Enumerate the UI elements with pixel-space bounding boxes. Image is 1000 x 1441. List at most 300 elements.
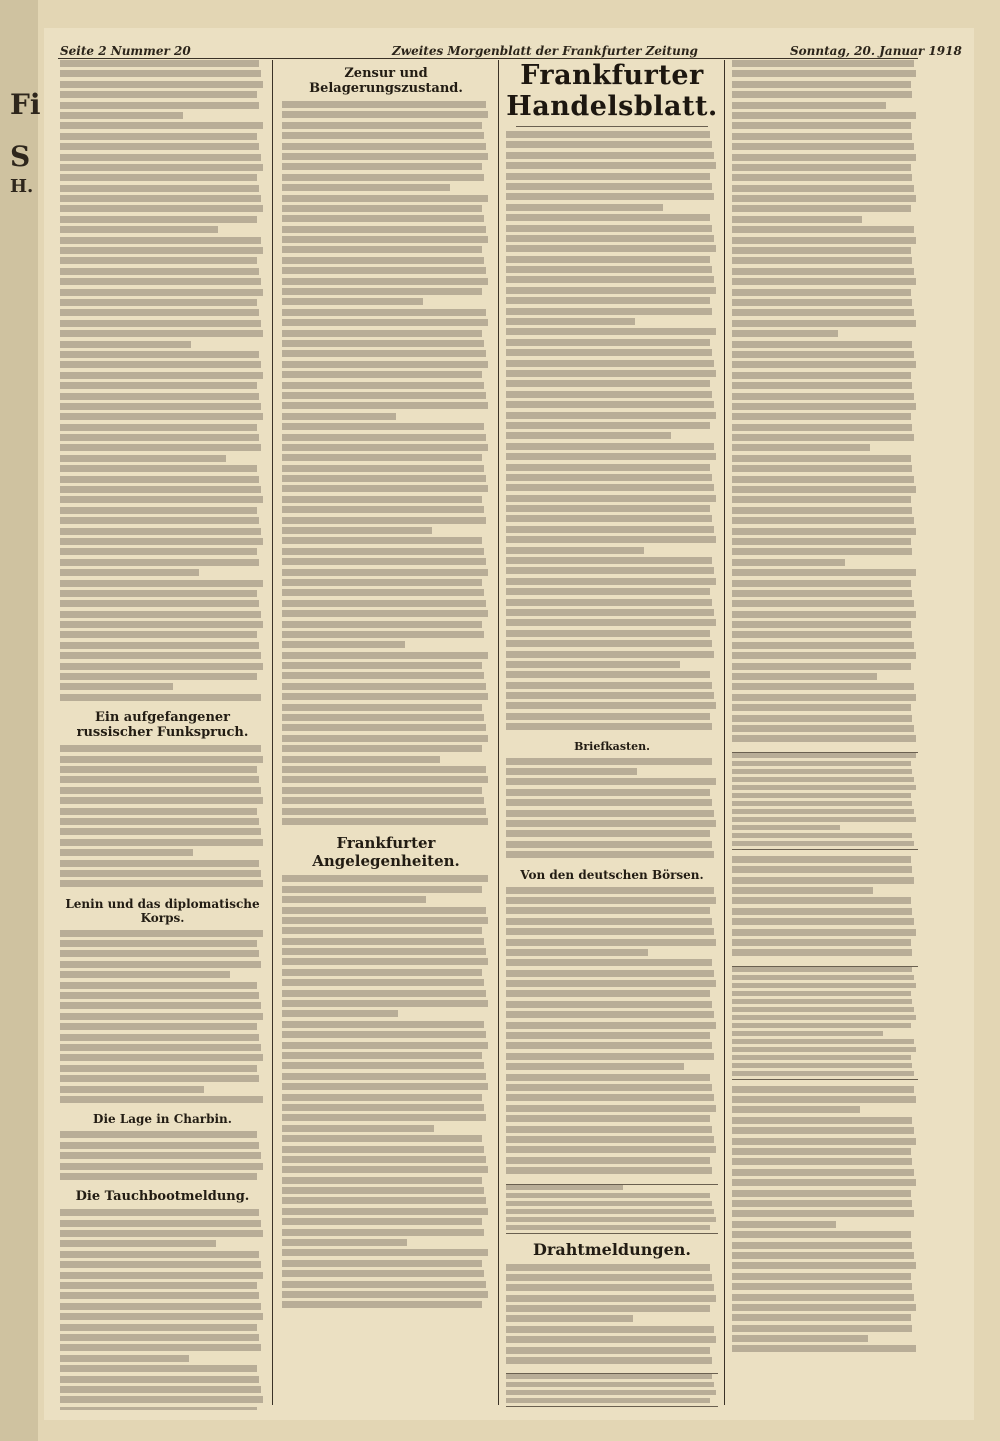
text-line bbox=[282, 766, 486, 773]
edge-fragment: Fi bbox=[10, 88, 41, 121]
text-line bbox=[506, 141, 712, 148]
text-line bbox=[732, 299, 912, 306]
text-line bbox=[732, 1283, 912, 1290]
text-line bbox=[506, 432, 671, 439]
text-line bbox=[60, 1396, 263, 1403]
text-line bbox=[732, 476, 914, 483]
text-line bbox=[282, 340, 484, 347]
text-line bbox=[732, 133, 912, 140]
text-line bbox=[282, 537, 482, 544]
text-line bbox=[506, 758, 712, 765]
text-line bbox=[732, 1127, 914, 1134]
text-line bbox=[732, 60, 914, 67]
text-line bbox=[732, 1221, 836, 1228]
text-line bbox=[732, 809, 914, 814]
text-line bbox=[282, 672, 484, 679]
text-line bbox=[60, 1386, 261, 1393]
text-line bbox=[506, 702, 716, 709]
text-line bbox=[732, 825, 840, 830]
text-line bbox=[282, 1229, 484, 1236]
text-line bbox=[60, 1272, 263, 1279]
text-line bbox=[60, 268, 259, 275]
text-line bbox=[60, 756, 263, 763]
text-line bbox=[282, 1104, 484, 1111]
text-line bbox=[732, 309, 914, 316]
text-line bbox=[732, 793, 911, 798]
text-line bbox=[732, 1190, 911, 1197]
text-line bbox=[60, 122, 263, 129]
text-line bbox=[282, 184, 450, 191]
edge-fragment: S bbox=[10, 140, 31, 173]
text-line bbox=[506, 1398, 710, 1403]
text-line bbox=[732, 81, 911, 88]
text-line bbox=[732, 841, 914, 846]
text-line bbox=[282, 969, 482, 976]
text-line bbox=[506, 1084, 712, 1091]
text-line bbox=[282, 215, 484, 222]
text-line bbox=[60, 766, 257, 773]
text-line bbox=[60, 992, 259, 999]
text-line bbox=[60, 569, 199, 576]
text-line bbox=[282, 361, 488, 368]
text-line bbox=[506, 1126, 712, 1133]
text-line bbox=[732, 91, 912, 98]
text-line bbox=[282, 1177, 482, 1184]
text-line bbox=[506, 1105, 716, 1112]
text-line bbox=[60, 787, 261, 794]
text-line bbox=[732, 195, 916, 202]
text-line bbox=[282, 1239, 407, 1246]
header-date: Sonntag, 20. Januar 1918 bbox=[790, 44, 962, 58]
text-line bbox=[506, 1209, 714, 1214]
text-line bbox=[282, 1000, 488, 1007]
text-line bbox=[282, 506, 484, 513]
text-line bbox=[506, 526, 714, 533]
text-line bbox=[282, 1249, 488, 1256]
text-line bbox=[506, 820, 716, 827]
text-line bbox=[732, 777, 914, 782]
text-line bbox=[60, 611, 261, 618]
text-line bbox=[506, 297, 710, 304]
text-line bbox=[732, 663, 911, 670]
text-line bbox=[282, 808, 486, 815]
text-line bbox=[732, 939, 911, 946]
text-line bbox=[60, 81, 263, 88]
text-line bbox=[732, 1231, 911, 1238]
text-line bbox=[60, 940, 257, 947]
text-line bbox=[506, 422, 710, 429]
text-line bbox=[732, 1055, 911, 1060]
text-line bbox=[732, 1007, 914, 1012]
text-line bbox=[506, 225, 712, 232]
text-line bbox=[732, 528, 916, 535]
article-heading: Drahtmeldungen. bbox=[533, 1239, 691, 1259]
text-line bbox=[282, 1270, 484, 1277]
text-line bbox=[506, 1074, 710, 1081]
text-line bbox=[60, 1173, 257, 1180]
text-line bbox=[60, 971, 230, 978]
text-line bbox=[732, 289, 911, 296]
text-line bbox=[506, 266, 712, 273]
text-line bbox=[60, 1096, 263, 1103]
text-line bbox=[506, 918, 712, 925]
text-line bbox=[732, 496, 911, 503]
text-line bbox=[60, 683, 173, 690]
text-line bbox=[506, 768, 637, 775]
text-line bbox=[506, 609, 714, 616]
text-line bbox=[282, 454, 482, 461]
text-line bbox=[282, 1187, 484, 1194]
text-line bbox=[60, 839, 263, 846]
text-line bbox=[60, 880, 263, 887]
text-line bbox=[60, 663, 263, 670]
text-line bbox=[60, 828, 261, 835]
text-line bbox=[506, 949, 648, 956]
text-line bbox=[282, 226, 486, 233]
text-line bbox=[732, 715, 912, 722]
article-heading: Briefkasten. bbox=[574, 739, 650, 753]
text-line bbox=[506, 1146, 716, 1153]
text-line bbox=[506, 443, 714, 450]
column-3 bbox=[506, 60, 718, 1410]
text-line bbox=[506, 1136, 714, 1143]
text-line bbox=[732, 226, 914, 233]
text-line bbox=[60, 982, 257, 989]
text-line bbox=[506, 1336, 716, 1343]
text-line bbox=[506, 276, 714, 283]
text-line bbox=[732, 1148, 911, 1155]
text-line bbox=[60, 330, 263, 337]
text-line bbox=[506, 692, 714, 699]
text-line bbox=[60, 1407, 257, 1410]
text-line bbox=[60, 1261, 261, 1268]
text-line bbox=[60, 174, 257, 181]
text-line bbox=[60, 154, 261, 161]
text-line bbox=[60, 1292, 259, 1299]
text-line bbox=[282, 1031, 486, 1038]
column-1 bbox=[60, 60, 265, 1410]
text-line bbox=[282, 392, 486, 399]
text-line bbox=[732, 1031, 883, 1036]
text-line bbox=[282, 371, 482, 378]
text-line bbox=[506, 1063, 684, 1070]
text-line bbox=[60, 424, 257, 431]
text-line bbox=[282, 101, 486, 108]
text-line bbox=[506, 339, 710, 346]
text-line bbox=[282, 267, 486, 274]
text-line bbox=[506, 256, 710, 263]
text-line bbox=[506, 810, 714, 817]
text-line bbox=[732, 1294, 914, 1301]
text-line bbox=[282, 907, 486, 914]
text-line bbox=[506, 308, 712, 315]
text-line bbox=[732, 897, 911, 904]
text-line bbox=[60, 1209, 259, 1216]
text-line bbox=[282, 1208, 488, 1215]
text-line bbox=[282, 714, 484, 721]
text-line bbox=[282, 111, 488, 118]
text-line bbox=[732, 983, 916, 988]
text-line bbox=[60, 185, 259, 192]
text-line bbox=[506, 713, 710, 720]
header-paper-title: Zweites Morgenblatt der Frankfurter Zeitung bbox=[392, 44, 698, 58]
text-line bbox=[732, 1063, 912, 1068]
text-line bbox=[60, 1075, 259, 1082]
text-line bbox=[732, 801, 912, 806]
text-line bbox=[506, 1217, 716, 1222]
text-line bbox=[732, 908, 912, 915]
text-line bbox=[506, 484, 714, 491]
text-line bbox=[282, 174, 484, 181]
text-line bbox=[732, 975, 914, 980]
text-line bbox=[506, 661, 680, 668]
text-line bbox=[282, 153, 488, 160]
text-line bbox=[60, 631, 257, 638]
text-line bbox=[282, 246, 482, 253]
text-line bbox=[60, 1251, 259, 1258]
text-line bbox=[60, 673, 257, 680]
text-line bbox=[732, 967, 912, 972]
text-line bbox=[506, 778, 716, 785]
text-line bbox=[60, 1344, 261, 1351]
text-line bbox=[506, 1011, 714, 1018]
text-line bbox=[60, 309, 259, 316]
text-line bbox=[732, 929, 916, 936]
text-line bbox=[60, 1324, 257, 1331]
text-line bbox=[60, 444, 261, 451]
article-heading: Lenin und das diplomatische Korps. bbox=[65, 896, 260, 925]
text-line bbox=[732, 999, 912, 1004]
text-line bbox=[282, 423, 484, 430]
text-line bbox=[282, 1218, 482, 1225]
text-line bbox=[60, 818, 259, 825]
column-rule bbox=[724, 60, 725, 1405]
text-line bbox=[506, 723, 712, 730]
text-line bbox=[732, 761, 911, 766]
text-line bbox=[506, 671, 710, 678]
text-line bbox=[506, 578, 716, 585]
text-line bbox=[282, 756, 440, 763]
text-line bbox=[60, 1365, 257, 1372]
text-line bbox=[732, 444, 870, 451]
text-line bbox=[282, 1197, 486, 1204]
text-line bbox=[732, 918, 914, 925]
text-line bbox=[282, 641, 405, 648]
text-line bbox=[506, 630, 710, 637]
text-line bbox=[506, 682, 712, 689]
text-line bbox=[732, 455, 911, 462]
text-line bbox=[282, 917, 488, 924]
text-line bbox=[60, 393, 259, 400]
text-line bbox=[506, 1357, 712, 1364]
text-line bbox=[506, 1053, 714, 1060]
text-line bbox=[282, 787, 482, 794]
text-line bbox=[732, 424, 912, 431]
text-line bbox=[282, 496, 482, 503]
text-line bbox=[506, 412, 716, 419]
text-line bbox=[60, 1334, 259, 1341]
text-line bbox=[282, 662, 482, 669]
text-line bbox=[60, 849, 193, 856]
text-line bbox=[506, 1274, 712, 1281]
text-line bbox=[732, 320, 916, 327]
text-line bbox=[60, 237, 261, 244]
text-line bbox=[282, 278, 488, 285]
text-line bbox=[60, 507, 257, 514]
text-line bbox=[732, 237, 916, 244]
text-line bbox=[60, 517, 259, 524]
text-line bbox=[732, 1039, 914, 1044]
text-line bbox=[732, 631, 912, 638]
text-line bbox=[60, 372, 263, 379]
text-line bbox=[506, 619, 716, 626]
text-line bbox=[732, 517, 914, 524]
text-line bbox=[732, 642, 914, 649]
text-line bbox=[282, 558, 486, 565]
text-line bbox=[282, 382, 484, 389]
text-line bbox=[282, 257, 484, 264]
text-line bbox=[60, 600, 259, 607]
text-line bbox=[732, 1345, 916, 1352]
text-line bbox=[60, 1163, 263, 1170]
text-line bbox=[506, 799, 712, 806]
text-line bbox=[282, 402, 488, 409]
article-heading: Die Lage in Charbin. bbox=[93, 1112, 232, 1127]
article-heading: Frankfurter Angelegenheiten. bbox=[312, 834, 460, 871]
text-line bbox=[506, 162, 716, 169]
article-heading: Ein aufgefangener russischer Funkspruch. bbox=[76, 710, 249, 741]
text-line bbox=[60, 930, 263, 937]
text-line bbox=[732, 866, 912, 873]
text-line bbox=[506, 495, 716, 502]
text-line bbox=[60, 1086, 204, 1093]
text-line bbox=[282, 735, 488, 742]
text-line bbox=[732, 1335, 868, 1342]
text-line bbox=[282, 579, 482, 586]
text-line bbox=[60, 528, 261, 535]
text-line bbox=[60, 808, 257, 815]
text-line bbox=[60, 621, 263, 628]
text-line bbox=[506, 1284, 714, 1291]
text-line bbox=[506, 789, 710, 796]
text-line bbox=[282, 350, 486, 357]
text-line bbox=[506, 990, 710, 997]
text-line bbox=[60, 776, 259, 783]
text-line bbox=[506, 651, 714, 658]
text-line bbox=[732, 1262, 916, 1269]
text-line bbox=[732, 413, 911, 420]
header-rule bbox=[58, 58, 918, 59]
text-line bbox=[506, 1157, 710, 1164]
text-line bbox=[506, 1347, 710, 1354]
text-line bbox=[732, 278, 916, 285]
text-line bbox=[60, 70, 261, 77]
text-line bbox=[732, 1179, 916, 1186]
text-line bbox=[282, 1094, 482, 1101]
text-line bbox=[506, 173, 710, 180]
text-line bbox=[282, 797, 484, 804]
text-line bbox=[282, 958, 488, 965]
text-line bbox=[282, 1156, 486, 1163]
article-heading: Die Tauchbootmeldung. bbox=[75, 1189, 250, 1205]
text-line bbox=[732, 735, 916, 742]
text-line bbox=[732, 185, 914, 192]
text-line bbox=[60, 403, 261, 410]
text-line bbox=[282, 704, 482, 711]
text-line bbox=[282, 548, 484, 555]
text-line bbox=[60, 382, 257, 389]
text-line bbox=[506, 599, 712, 606]
text-line bbox=[506, 588, 710, 595]
text-line bbox=[732, 590, 912, 597]
text-line bbox=[282, 745, 482, 752]
text-line bbox=[60, 351, 259, 358]
text-line bbox=[732, 361, 916, 368]
text-line bbox=[282, 434, 486, 441]
text-line bbox=[732, 112, 916, 119]
text-line bbox=[732, 403, 916, 410]
text-line bbox=[732, 268, 914, 275]
section-masthead: Frankfurter Handelsblatt. bbox=[506, 60, 718, 122]
text-line bbox=[282, 413, 396, 420]
text-line bbox=[282, 1146, 484, 1153]
text-line bbox=[60, 590, 257, 597]
text-line bbox=[732, 122, 911, 129]
text-line bbox=[506, 1390, 716, 1395]
text-line bbox=[732, 769, 912, 774]
text-line bbox=[60, 580, 263, 587]
text-line bbox=[282, 990, 486, 997]
text-line bbox=[60, 205, 263, 212]
text-line bbox=[506, 1094, 714, 1101]
text-line bbox=[506, 360, 714, 367]
text-line bbox=[506, 1225, 710, 1230]
article-heading: Zensur und Belagerungszustand. bbox=[309, 66, 463, 96]
text-line bbox=[282, 1125, 434, 1132]
text-line bbox=[282, 298, 423, 305]
text-line bbox=[732, 704, 911, 711]
text-line bbox=[732, 247, 911, 254]
text-line bbox=[506, 287, 716, 294]
text-line bbox=[506, 830, 710, 837]
text-line bbox=[506, 152, 714, 159]
text-line bbox=[732, 1304, 916, 1311]
text-line bbox=[732, 465, 912, 472]
text-line bbox=[732, 330, 838, 337]
text-line bbox=[282, 693, 488, 700]
text-line bbox=[60, 143, 259, 150]
text-line bbox=[282, 143, 486, 150]
text-line bbox=[506, 193, 714, 200]
text-line bbox=[732, 1314, 911, 1321]
text-line bbox=[506, 515, 712, 522]
text-line bbox=[732, 1117, 912, 1124]
text-line bbox=[506, 939, 716, 946]
text-line bbox=[732, 154, 916, 161]
text-line bbox=[732, 600, 914, 607]
text-line bbox=[732, 538, 911, 545]
text-line bbox=[282, 527, 432, 534]
text-line bbox=[60, 1044, 261, 1051]
text-line bbox=[506, 204, 663, 211]
text-line bbox=[506, 245, 716, 252]
text-line bbox=[282, 288, 482, 295]
text-line bbox=[506, 1315, 633, 1322]
text-line bbox=[282, 652, 488, 659]
text-line bbox=[732, 351, 914, 358]
text-line bbox=[732, 1015, 916, 1020]
text-line bbox=[732, 164, 911, 171]
